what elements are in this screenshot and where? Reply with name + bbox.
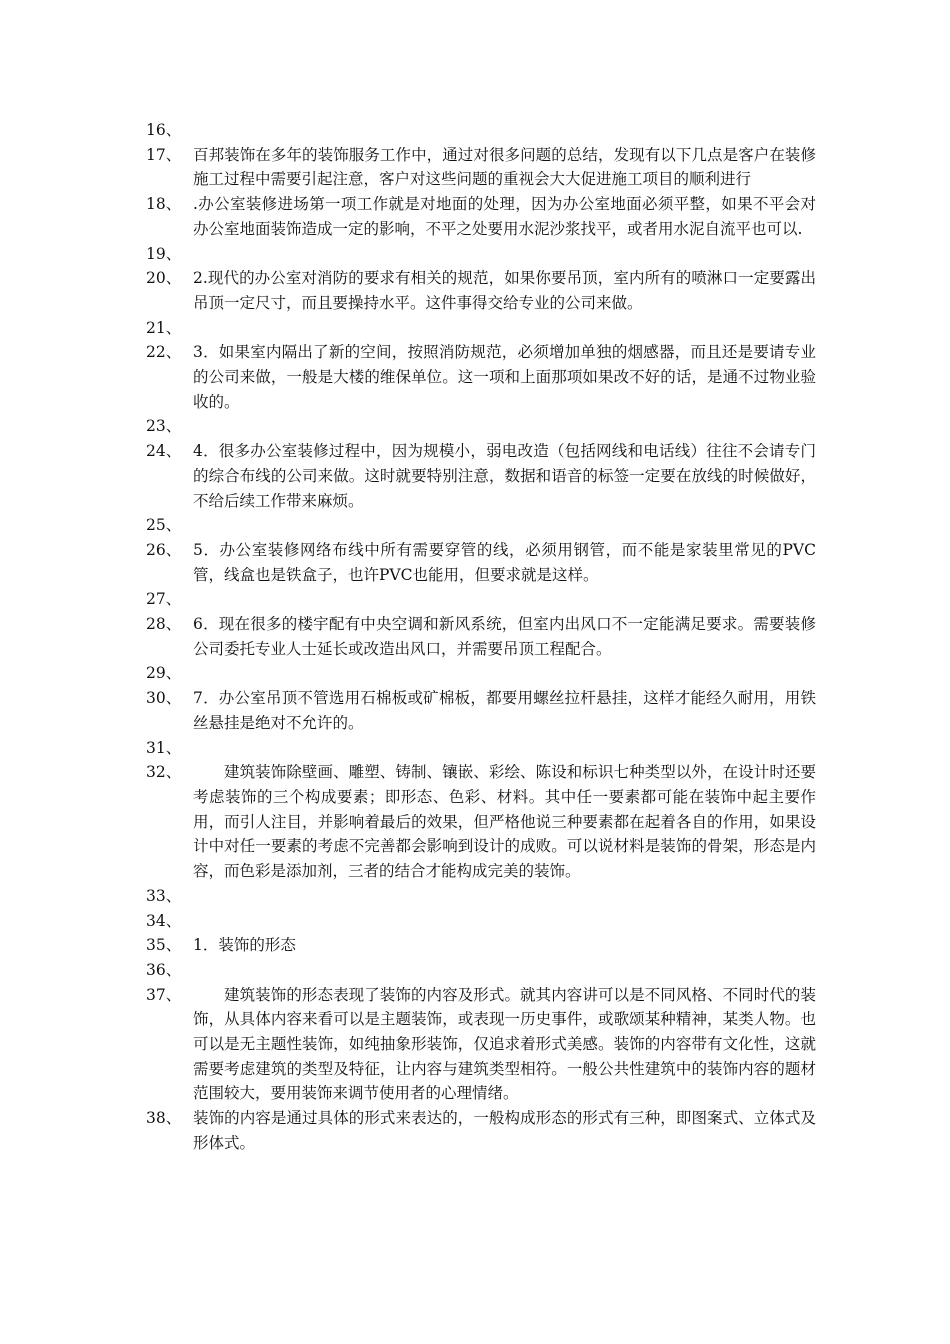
item-number: 34、 <box>146 911 182 930</box>
list-item <box>146 538 816 587</box>
item-text: 1．装饰的形态 <box>193 936 296 955</box>
item-number: 20、 <box>146 269 182 288</box>
item-text: 建筑装饰的形态表现了装饰的内容及形式。就其内容讲可以是不同风格、不同时代的装饰，从具体内容来看可以是主题装饰，或表现一历史事件，或歌颂某种精神，某类人物。也可以是无主题性装饰，如纯抽象形装饰，仅追求着形式美感。装饰的内容带有文化性，这就需要考虑建筑的类型及特征，让内容与建筑类型相符。一般公共性建筑中的装饰内容的题材范围较大，要用装饰来调节使用者的心理情绪。 <box>193 985 816 1103</box>
item-text <box>193 884 816 909</box>
item-text: 2.现代的办公室对消防的要求有相关的规范，如果你要吊顶，室内所有的喷淋口一定要露出吊顶一定尺寸，而且要操持水平。这件事得交给专业的公司来做。 <box>193 269 816 312</box>
list-item <box>146 439 816 513</box>
list-item <box>146 1106 816 1155</box>
item-text: .办公室装修进场第一项工作就是对地面的处理，因为办公室地面必须平整，如果不平会对办公室地面装饰造成一定的影响，不平之处要用水泥沙浆找平，或者用水泥自流平也可以. <box>193 195 816 238</box>
list-item <box>146 316 816 341</box>
list-item <box>146 414 816 439</box>
list-item <box>146 686 816 735</box>
item-number: 18、 <box>146 195 182 214</box>
item-number: 25、 <box>146 516 182 535</box>
list-item <box>146 192 816 241</box>
item-number: 35、 <box>146 936 182 955</box>
item-text: 3．如果室内隔出了新的空间，按照消防规范，必须增加单独的烟感器，而且还是要请专业的公司来做，一般是大楼的维保单位。这一项和上面那项如果改不好的话，是通不过物业验收的。 <box>193 343 816 411</box>
list-item <box>146 612 816 661</box>
item-text: 4．很多办公室装修过程中，因为规模小，弱电改造（包括网线和电话线）往往不会请专门的综合布线的公司来做。这时就要特别注意，数据和语音的标签一定要在放线的时候做好，不给后续工作带来麻烦。 <box>193 442 816 510</box>
item-number: 22、 <box>146 343 182 362</box>
list-item <box>146 884 816 909</box>
item-text <box>193 958 816 983</box>
item-text: 装饰的内容是通过具体的形式来表达的，一般构成形态的形式有三种，即图案式、立体式及形体式。 <box>193 1109 816 1152</box>
list-item <box>146 958 816 983</box>
item-number: 31、 <box>146 738 182 757</box>
item-text <box>193 414 816 439</box>
item-text <box>193 909 816 934</box>
item-number: 17、 <box>146 145 182 164</box>
list-item <box>146 143 816 192</box>
list-item <box>146 513 816 538</box>
item-text <box>193 587 816 612</box>
item-number: 36、 <box>146 960 182 979</box>
list-item <box>146 266 816 315</box>
list-item <box>146 760 816 884</box>
item-number: 19、 <box>146 244 182 263</box>
item-text <box>193 736 816 761</box>
item-number: 26、 <box>146 540 182 559</box>
list-item <box>146 242 816 267</box>
list-item <box>146 661 816 686</box>
item-number: 37、 <box>146 985 182 1004</box>
item-text <box>193 242 816 267</box>
item-text: 7．办公室吊顶不管选用石棉板或矿棉板，都要用螺丝拉杆悬挂，这样才能经久耐用，用铁丝悬挂是绝对不允许的。 <box>193 689 816 732</box>
item-number: 32、 <box>146 763 182 782</box>
list-item <box>146 736 816 761</box>
numbered-list <box>146 118 816 1156</box>
list-item <box>146 983 816 1107</box>
item-number: 16、 <box>146 121 182 139</box>
list-item <box>146 587 816 612</box>
item-number: 28、 <box>146 615 182 634</box>
item-number: 33、 <box>146 886 182 905</box>
item-number: 24、 <box>146 442 182 461</box>
item-text: 5．办公室装修网络布线中所有需要穿管的线，必须用钢管，而不能是家装里常见的PVC管，线盒也是铁盒子，也许PVC也能用，但要求就是这样。 <box>193 540 816 584</box>
list-item <box>146 909 816 934</box>
item-number: 21、 <box>146 318 182 337</box>
item-text <box>193 316 816 341</box>
list-item <box>146 933 816 958</box>
item-text: 6．现在很多的楼宇配有中央空调和新风系统，但室内出风口不一定能满足要求。需要装修公司委托专业人士延长或改造出风口，并需要吊顶工程配合。 <box>193 615 816 658</box>
item-text: 建筑装饰除壁画、雕塑、铸制、镶嵌、彩绘、陈设和标识七种类型以外，在设计时还要考虑装饰的三个构成要素；即形态、色彩、材料。其中任一要素都可能在装饰中起主要作用，而引人注目，并影响着最后的效果，但严格他说三种要素都在起着各自的作用，如果设计中对任一要素的考虑不完善都会影响到设计的成败。可以说材料是装饰的骨架，形态是内容，而色彩是添加剂，三者的结合才能构成完美的装饰。 <box>193 763 816 881</box>
item-number: 29、 <box>146 664 182 683</box>
item-text <box>193 661 816 686</box>
list-item <box>146 118 816 143</box>
list-item <box>146 340 816 414</box>
item-number: 27、 <box>146 590 182 609</box>
item-text: 百邦装饰在多年的装饰服务工作中，通过对很多问题的总结，发现有以下几点是客户在装修施工过程中需要引起注意，客户对这些问题的重视会大大促进施工项目的顺利进行 <box>193 145 816 189</box>
item-text <box>193 118 816 143</box>
item-text <box>193 513 816 538</box>
item-number: 23、 <box>146 417 182 436</box>
item-number: 38、 <box>146 1109 182 1128</box>
item-number: 30、 <box>146 689 182 708</box>
